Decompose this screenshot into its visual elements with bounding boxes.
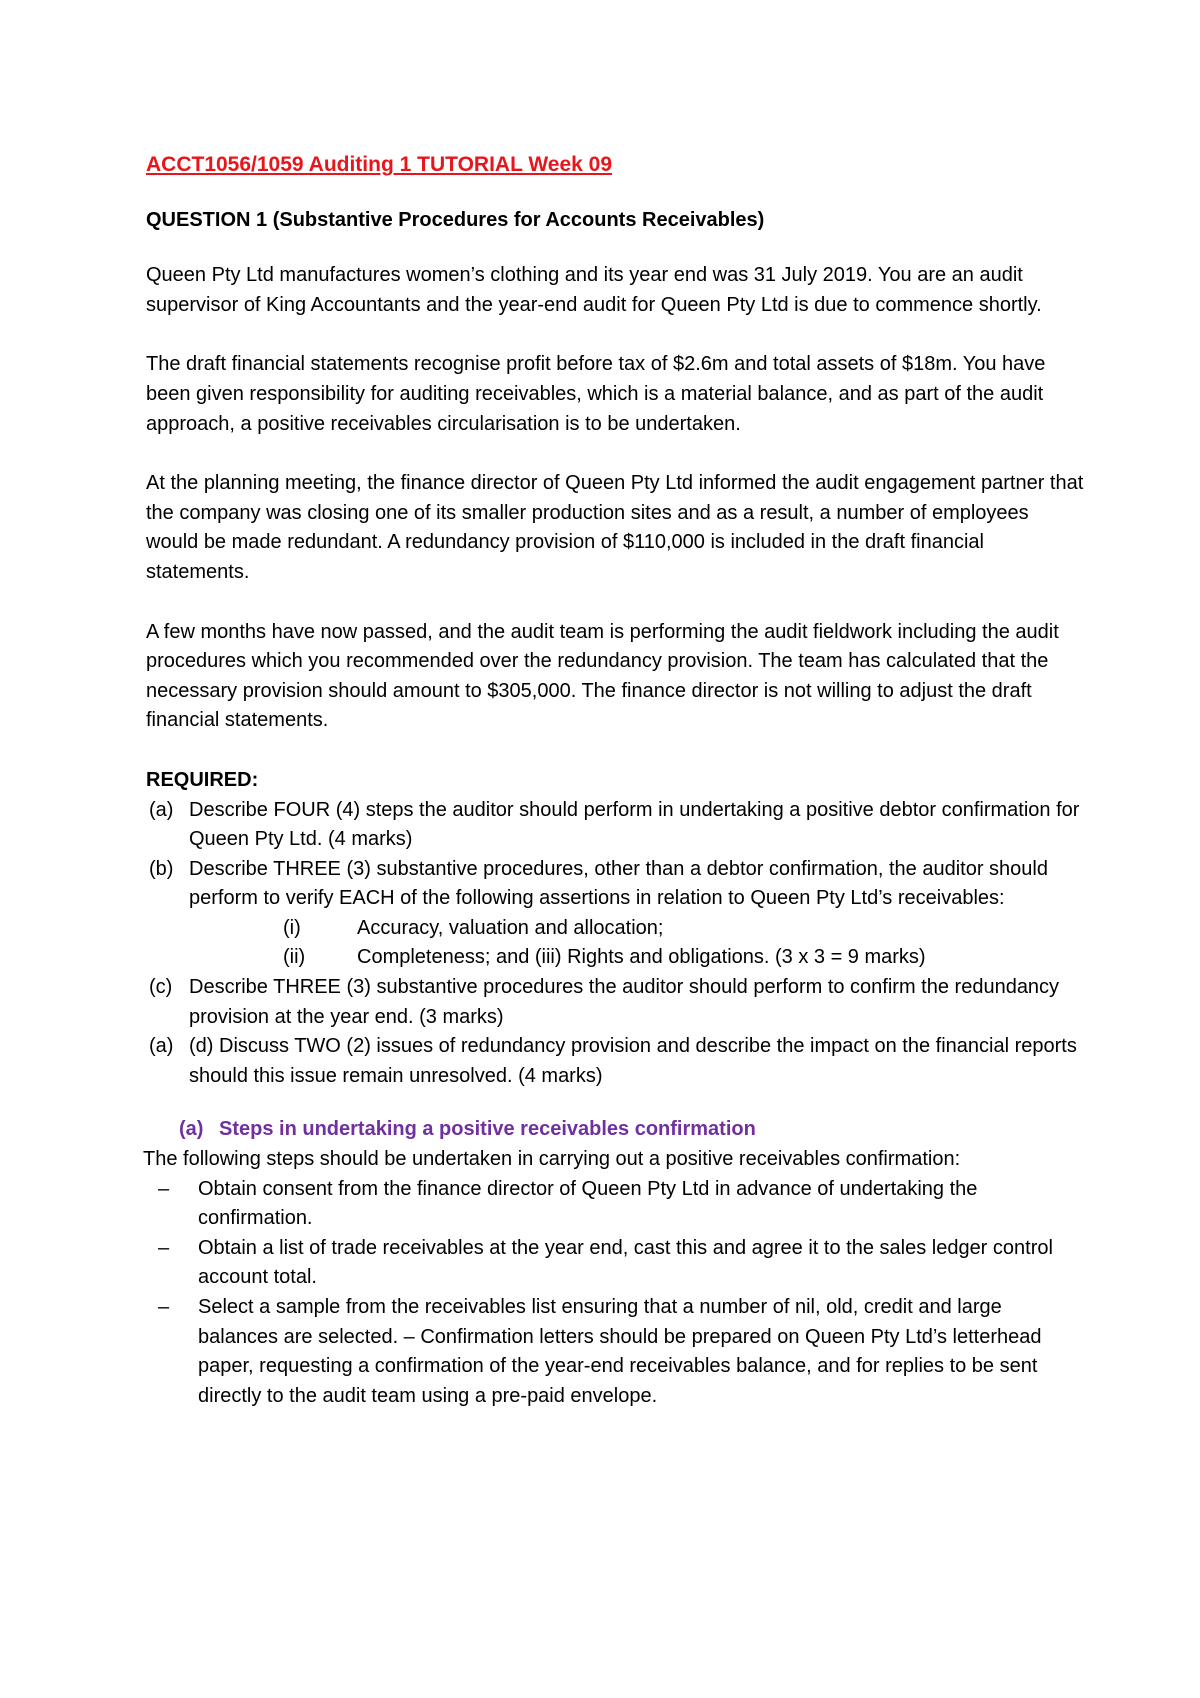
assertion-item-i: [146, 914, 1086, 944]
list-item-text: (d) Discuss TWO (2) issues of redundancy provision and describe the impact on the financial reports should this issue remain unresolved. (4 marks): [189, 1035, 1077, 1087]
list-marker: (b): [149, 857, 174, 880]
assertion-item-ii: [146, 943, 1086, 973]
dash-bullet: –: [158, 1296, 170, 1318]
dash-bullet: –: [158, 1177, 170, 1200]
paragraph-audit-fieldwork: A few months have now passed, and the audit team is performing the audit fieldwork including the audit procedures which you recommended over the redundancy provision. The team has calculated that the necessary provision should amount to $305,000. The finance director is not willing to adjust the draft financial statements.: [146, 620, 1059, 732]
step-text: Select a sample from the receivables list ensuring that a number of nil, old, credit and large balances are selected. – Confirmation letters should be prepared on Queen Pty Ltd’s letterhead paper, requesting a confirmation of the year-end receivables balance, and for replies to be sent directly to the audit team using a pre-paid envelope.: [198, 1296, 1042, 1407]
document-page: [143, 150, 1086, 1411]
paragraph-planning-meeting: At the planning meeting, the finance director of Queen Pty Ltd informed the audit engagement partner that the company was closing one of its smaller production sites and as a result, a number of employees would be made redundant. A redundancy provision of $110,000 is included in the draft financial statements.: [146, 472, 1084, 583]
paragraph-financial-statements: The draft financial statements recognise profit before tax of $2.6m and total assets of $18m. You have been given responsibility for auditing receivables, which is a material balance, and as part of the audit approach, a positive receivables circularisation is to be undertaken.: [146, 353, 1046, 435]
confirmation-step: [146, 1293, 1086, 1411]
paragraph-company-background: Queen Pty Ltd manufactures women’s clothing and its year end was 31 July 2019. You are an audit supervisor of King Accountants and the year-end audit for Queen Pty Ltd is due to commence shortly.: [146, 264, 1042, 316]
required-item-a: [146, 796, 1086, 855]
question-heading: QUESTION 1 (Substantive Procedures for Accounts Receivables): [146, 208, 765, 231]
step-text: Obtain a list of trade receivables at the year end, cast this and agree it to the sales ledger control account total.: [198, 1236, 1053, 1289]
assertion-list: [146, 914, 1086, 973]
confirmation-steps-list: [146, 1175, 1086, 1412]
document-title: ACCT1056/1059 Auditing 1 TUTORIAL Week 09: [146, 153, 613, 176]
answer-intro: The following steps should be undertaken in carrying out a positive receivables confirmation:: [143, 1148, 961, 1171]
required-label: REQUIRED:: [146, 768, 259, 791]
list-marker: (c): [149, 976, 173, 999]
list-item-text: Describe FOUR (4) steps the auditor should perform in undertaking a positive debtor confirmation for Queen Pty Ltd. (4 marks): [189, 798, 1080, 851]
list-item-text: Describe THREE (3) substantive procedures the auditor should perform to confirm the redundancy provision at the year end. (3 marks): [189, 976, 1060, 1028]
list-marker: (ii): [283, 946, 306, 969]
list-marker: (i): [283, 916, 301, 939]
list-item-text: Describe THREE (3) substantive procedures, other than a debtor confirmation, the auditor should perform to verify EACH of the following assertions in relation to Queen Pty Ltd’s receivables:: [189, 857, 1048, 910]
required-item-c: [146, 973, 1086, 1032]
answer-heading: [146, 1115, 1086, 1145]
list-marker: (a): [149, 1035, 174, 1058]
confirmation-step: [146, 1234, 1086, 1293]
required-item-d: [146, 1032, 1086, 1091]
list-item-text: Completeness; and (iii) Rights and obligations. (3 x 3 = 9 marks): [357, 946, 926, 969]
confirmation-step: [146, 1175, 1086, 1234]
list-item-text: Accuracy, valuation and allocation;: [357, 916, 664, 939]
required-item-b: [146, 855, 1086, 914]
step-text: Obtain consent from the finance director of Queen Pty Ltd in advance of undertaking the confirmation.: [198, 1177, 978, 1230]
list-marker: (a): [149, 798, 174, 821]
list-marker: (a): [179, 1118, 204, 1141]
required-subitems: [146, 914, 1086, 973]
required-list: [146, 796, 1086, 1092]
dash-bullet: –: [158, 1236, 170, 1259]
answer-heading-text: Steps in undertaking a positive receivables confirmation: [219, 1118, 756, 1141]
